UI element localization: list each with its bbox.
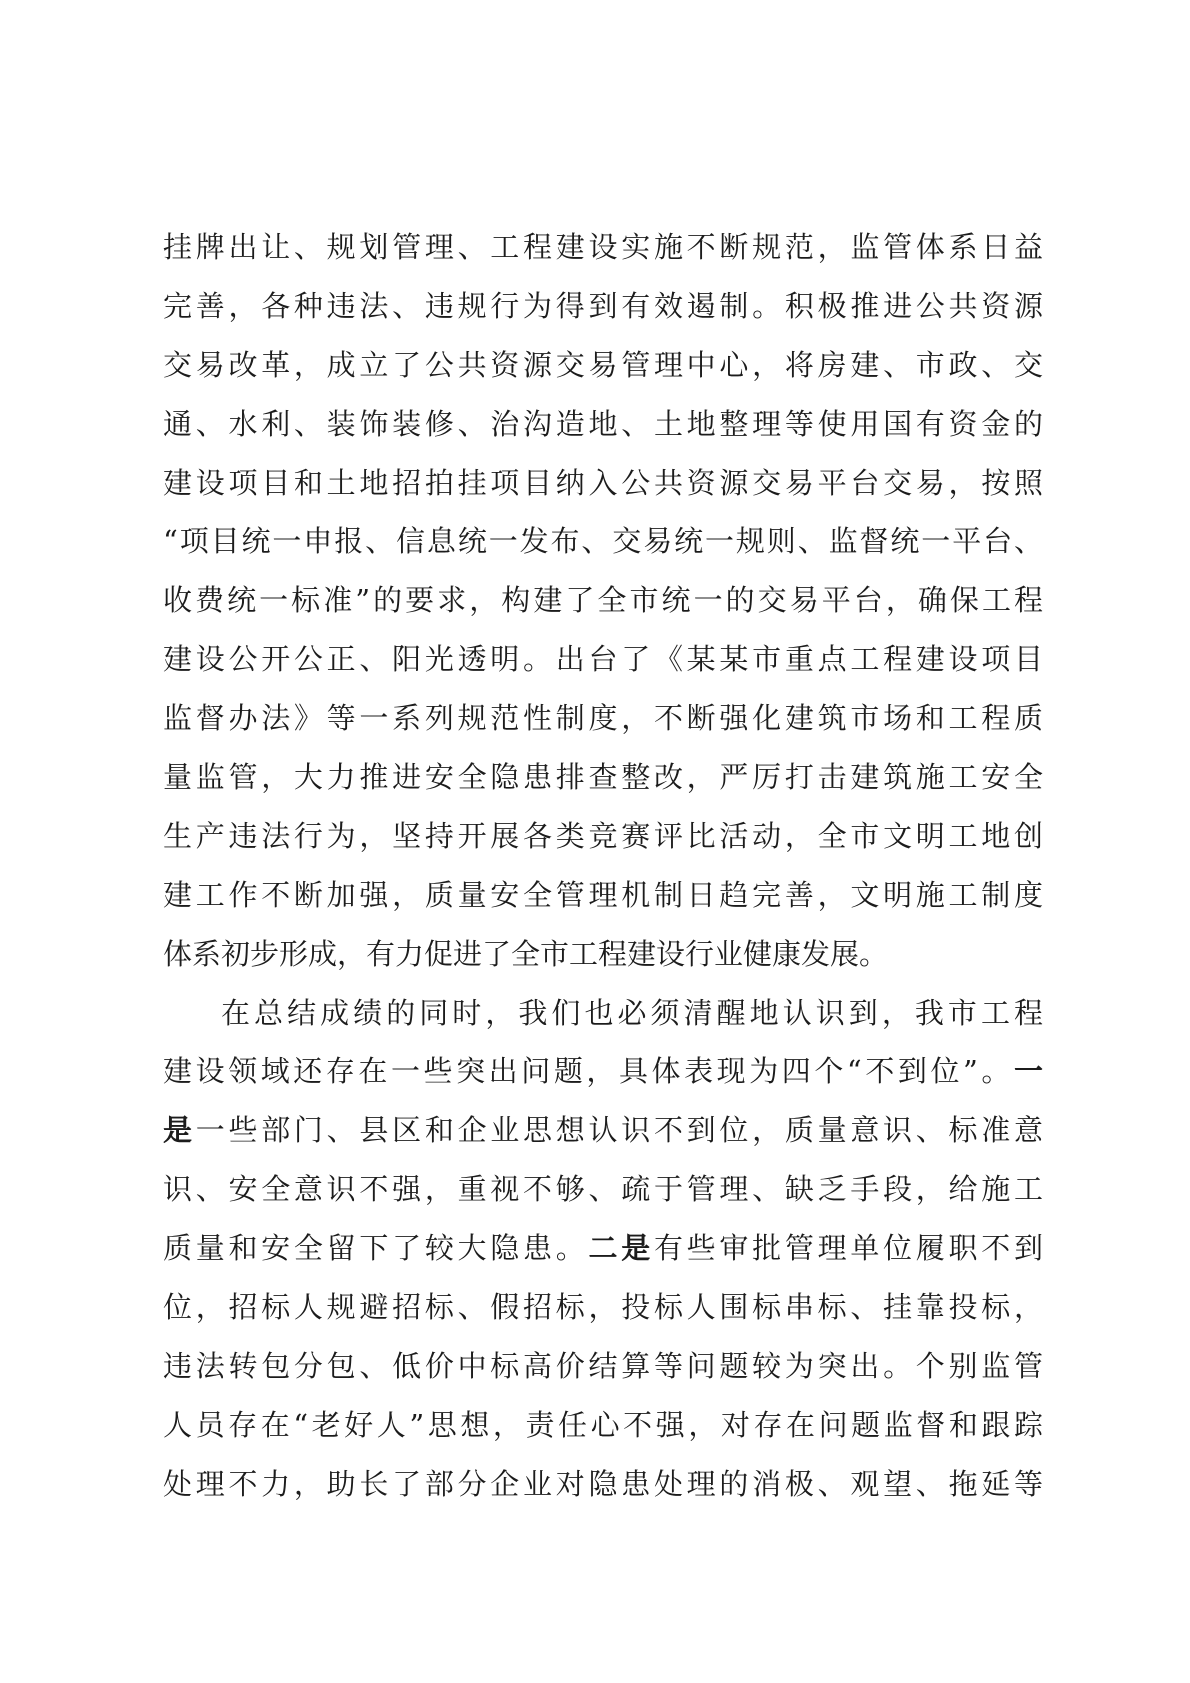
text-line: 处理不力，助长了部分企业对隐患处理的消极、观望、拖延等 — [163, 1466, 1043, 1501]
text-run: 建设领域还存在一些突出问题，具体表现为四个“不到位”。 — [163, 1054, 1014, 1089]
text-line: 挂牌出让、规划管理、工程建设实施不断规范，监管体系日益 — [163, 230, 1043, 264]
paragraph-first-line: 在总结成绩的同时，我们也必须清醒地认识到，我市工程 — [221, 995, 1043, 1030]
text-run: 有些审批管理单位履职不到 — [653, 1231, 1043, 1266]
text-line: 通、水利、装饰装修、治沟造地、土地整理等使用国有资金的 — [163, 406, 1043, 441]
text-line: 建设项目和土地招拍挂项目纳入公共资源交易平台交易，按照 — [163, 465, 1043, 500]
text-line: 建设公开公正、阳光透明。出台了《某某市重点工程建设项目 — [163, 642, 1043, 677]
body-text — [163, 218, 1043, 1514]
text-line — [163, 1101, 1043, 1160]
emphasis-text: 二是 — [588, 1231, 654, 1266]
text-line — [163, 1042, 1043, 1101]
text-line: 量监管，大力推进安全隐患排查整改，严厉打击建筑施工安全 — [163, 760, 1043, 795]
text-run: 质量和安全留下了较大隐患。 — [163, 1231, 589, 1266]
text-line: 完善，各种违法、违规行为得到有效遏制。积极推进公共资源 — [163, 288, 1043, 323]
text-line: 违法转包分包、低价中标高价结算等问题较为突出。个别监管 — [163, 1348, 1043, 1383]
text-line — [163, 1219, 1043, 1278]
text-line: 收费统一标准”的要求，构建了全市统一的交易平台，确保工程 — [163, 583, 1043, 618]
text-line: 监督办法》等一系列规范性制度，不断强化建筑市场和工程质 — [163, 701, 1043, 736]
emphasis-text: 一 — [1013, 1054, 1043, 1089]
text-line: 体系初步形成，有力促进了全市工程建设行业健康发展。 — [163, 936, 889, 971]
text-line: 识、安全意识不强，重视不够、疏于管理、缺乏手段，给施工 — [163, 1172, 1043, 1207]
text-run: 一些部门、县区和企业思想认识不到位，质量意识、标准意 — [195, 1113, 1043, 1148]
text-line: 生产违法行为，坚持开展各类竞赛评比活动，全市文明工地创 — [163, 818, 1043, 853]
text-line: 建工作不断加强，质量安全管理机制日趋完善，文明施工制度 — [163, 877, 1043, 912]
emphasis-text: 是 — [163, 1113, 196, 1148]
text-line: “项目统一申报、信息统一发布、交易统一规则、监督统一平台、 — [163, 524, 1043, 559]
text-line: 交易改革，成立了公共资源交易管理中心，将房建、市政、交 — [163, 347, 1043, 382]
text-line: 人员存在“老好人”思想，责任心不强，对存在问题监督和跟踪 — [163, 1407, 1043, 1442]
text-line: 位，招标人规避招标、假招标，投标人围标串标、挂靠投标， — [163, 1290, 1043, 1325]
